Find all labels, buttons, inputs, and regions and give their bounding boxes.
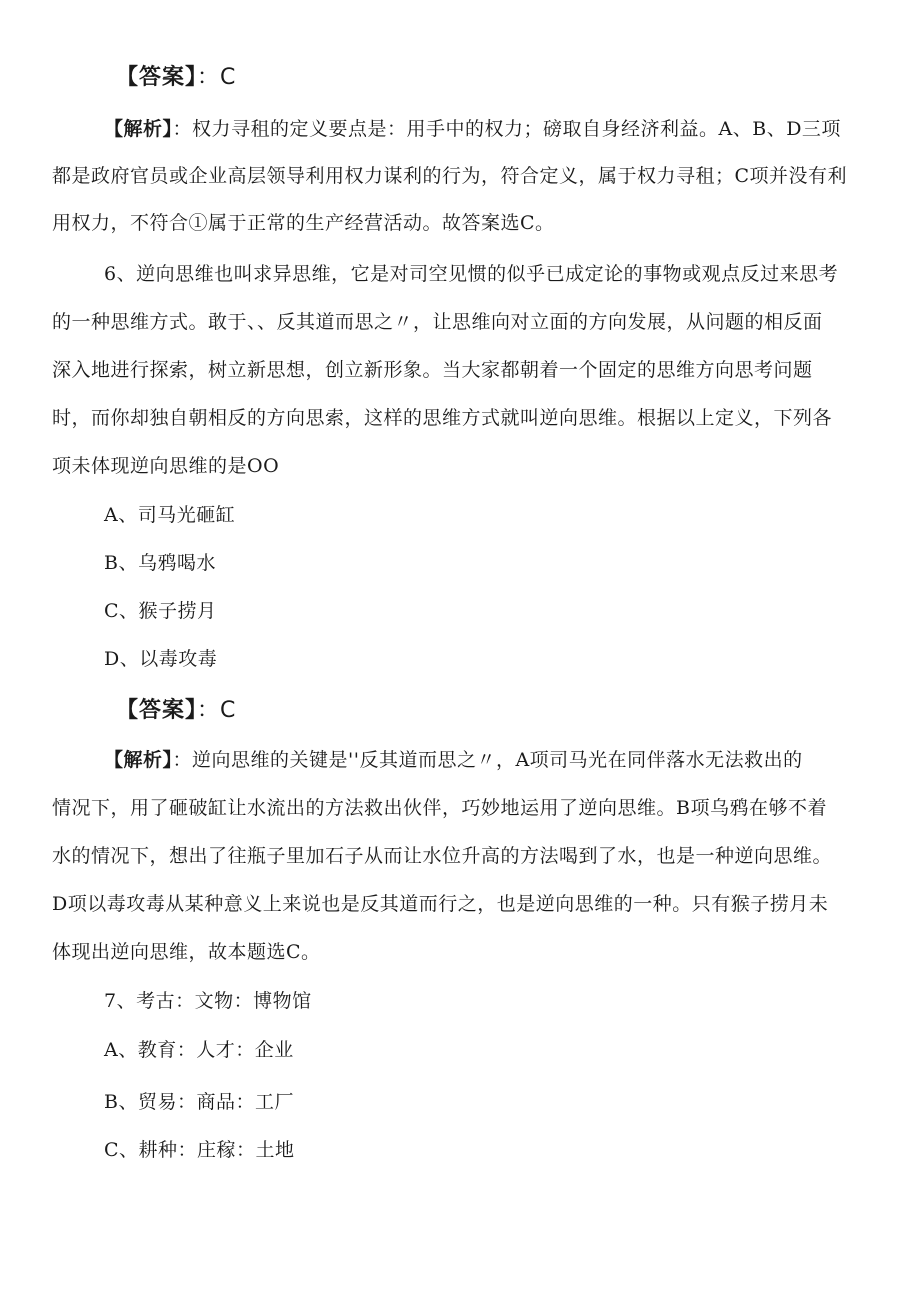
q6-analysis-line-3: 水的情况下，想出了往瓶子里加石子从而让水位升高的方法喝到了水，也是一种逆向思维。	[52, 845, 833, 867]
q6-stem-line-5: 项未体现逆向思维的是OO	[52, 455, 280, 477]
q5-answer	[116, 64, 236, 92]
answer-value: ：C	[197, 65, 237, 90]
q6-stem-line-4: 时，而你却独自朝相反的方向思索，这样的思维方式就叫逆向思维。根据以上定义，下列各	[52, 407, 833, 429]
q6-option-d: D、以毒攻毒	[104, 648, 218, 670]
analysis-label: 【解析】	[104, 118, 173, 140]
q6-analysis-line-4: D项以毒攻毒从某种意义上来说也是反其道而行之，也是逆向思维的一种。只有猴子捞月未	[52, 893, 829, 915]
answer-label: 【答案】	[116, 698, 198, 723]
q6-stem-line-1: 6、逆向思维也叫求异思维，它是对司空见惯的似乎已成定论的事物或观点反过来思考	[104, 263, 839, 285]
q7-stem: 7、考古：文物：博物馆	[104, 990, 312, 1012]
q5-analysis-line-1: 【解析】：权力寻租的定义要点是：用手中的权力；磅取自身经济利益。A、B、D三项	[104, 118, 841, 140]
q6-answer	[116, 697, 236, 725]
analysis-label: 【解析】	[104, 749, 173, 771]
q6-stem-line-2: 的一种思维方式。敢于、、反其道而思之〃，让思维向对立面的方向发展，从问题的相反面	[52, 311, 823, 333]
q6-option-b: B、乌鸦喝水	[104, 552, 216, 574]
q6-analysis-line-5: 体现出逆向思维，故本题选C。	[52, 941, 321, 963]
q6-stem-line-3: 深入地进行探索，树立新思想，创立新形象。当大家都朝着一个固定的思维方向思考问题	[52, 359, 813, 381]
q7-option-a: A、教育：人才：企业	[104, 1039, 294, 1061]
q6-analysis-line-2: 情况下，用了砸破缸让水流出的方法救出伙伴，巧妙地运用了逆向思维。B项乌鸦在够不着	[52, 797, 827, 819]
answer-value: ：C	[197, 698, 237, 723]
q5-analysis-line-3: 用权力，不符合①属于正常的生产经营活动。故答案选C。	[52, 212, 555, 234]
q7-option-c: C、耕种：庄稼：土地	[104, 1139, 295, 1161]
q6-analysis-line-1: 【解析】：逆向思维的关键是''反其道而思之〃，A项司马光在同伴落水无法救出的	[104, 749, 803, 771]
q6-option-c: C、猴子捞月	[104, 600, 217, 622]
q7-option-b: B、贸易：商品：工厂	[104, 1091, 294, 1113]
q5-analysis-line-2: 都是政府官员或企业高层领导利用权力谋利的行为，符合定义，属于权力寻租；C项并没有利	[52, 165, 848, 187]
q6-option-a: A、司马光砸缸	[104, 504, 236, 526]
answer-label: 【答案】	[116, 65, 198, 90]
